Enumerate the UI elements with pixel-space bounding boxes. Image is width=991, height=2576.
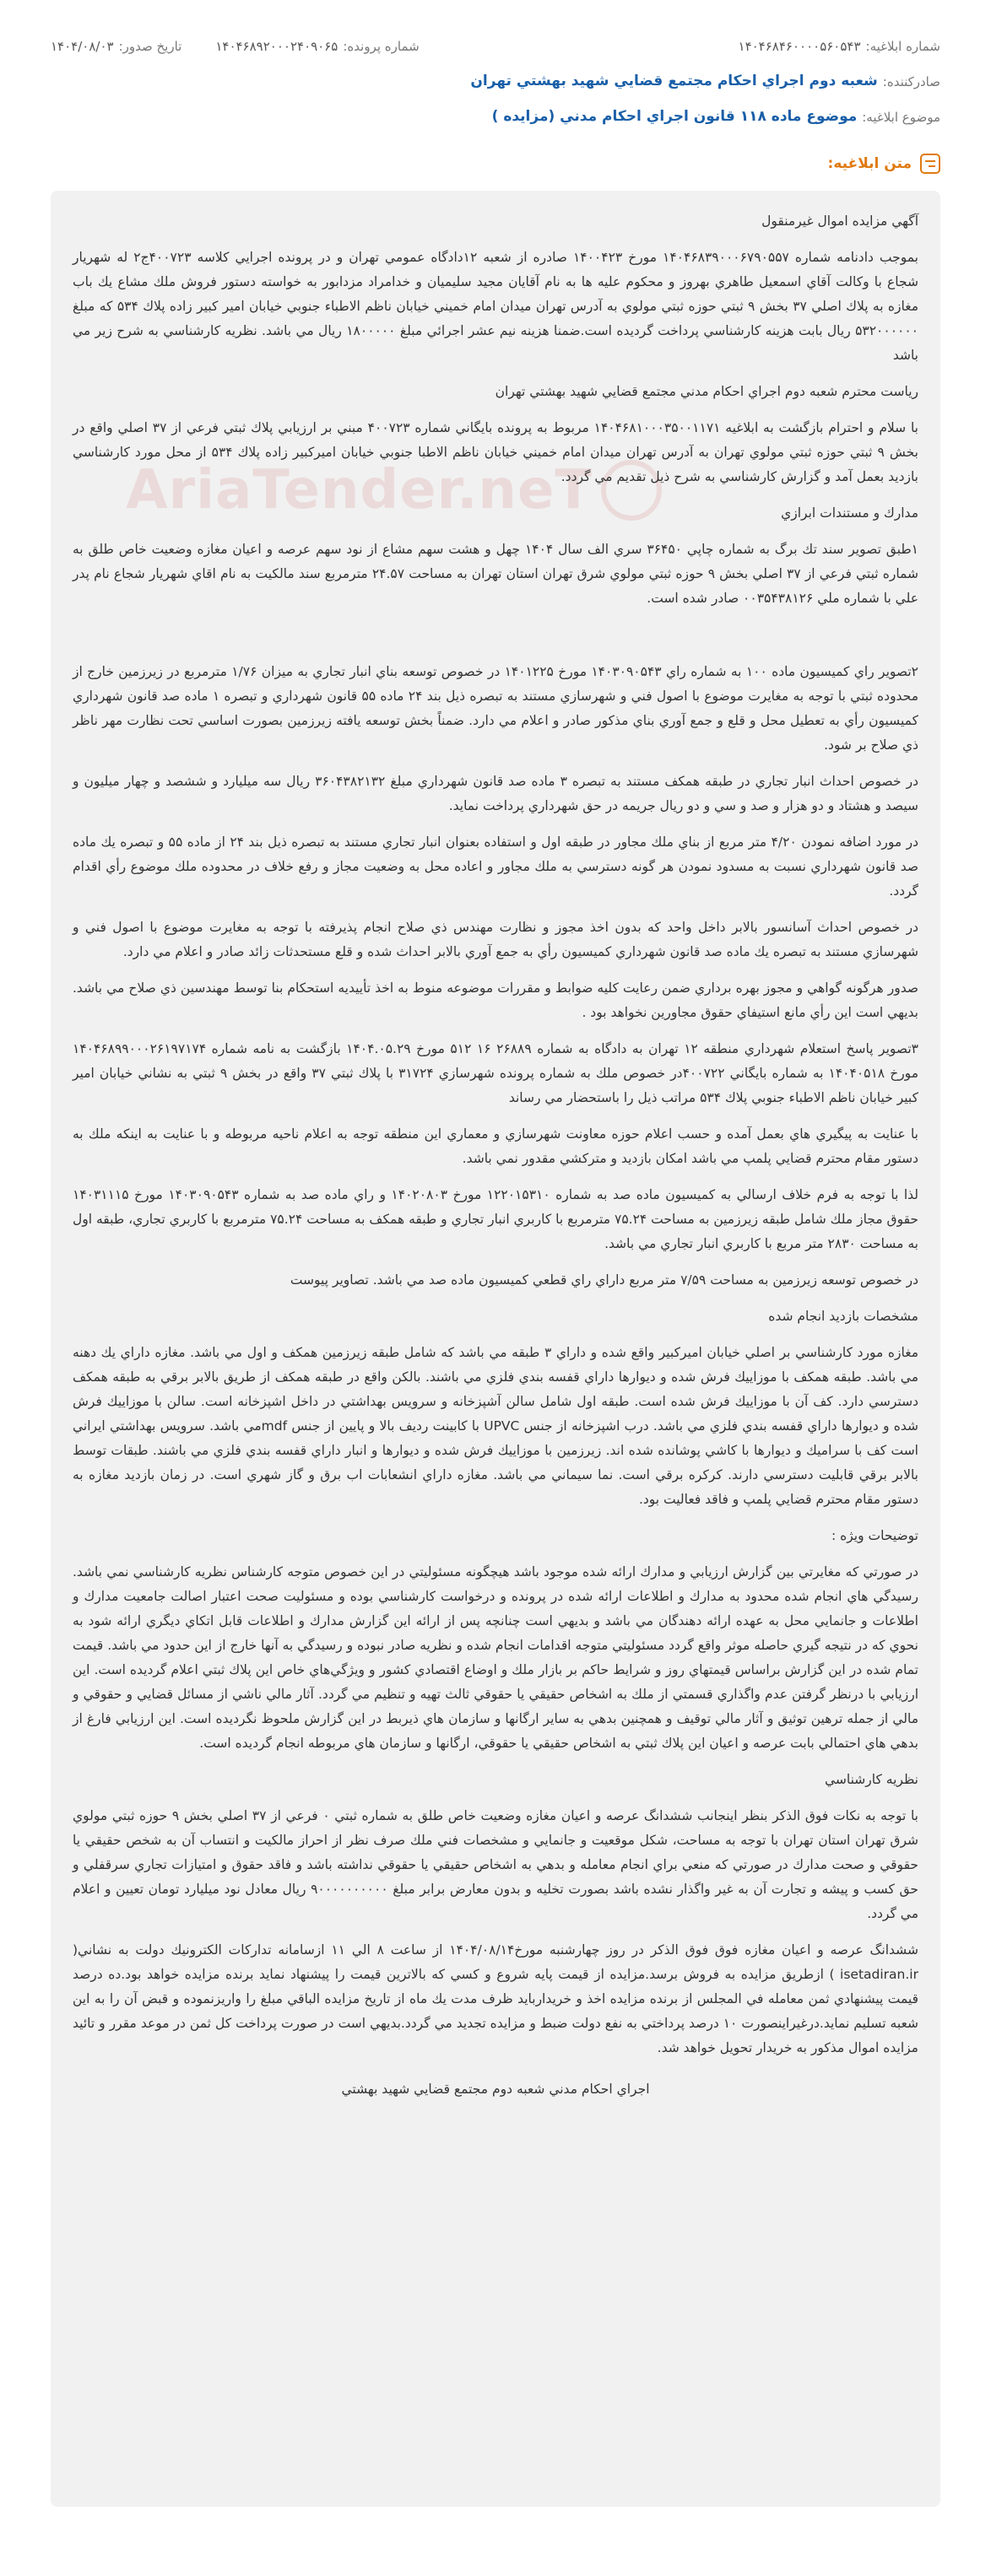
body-paragraph: مغازه مورد كارشناسي بر اصلي خيابان اميركبير واقع شده و داراي ۳ طبقه مي باشد كه شامل طبقه زيرزمين همكف و اول مي باشد. مغازه داراي يك دهنه مي باشد. طبقه همكف با موزاييك فرش شده و ديوارها داراي قفسه بندي فلزي مي باشند. بالكن واقع در طبقه همكف از طريق بالابر برقي به طبقه همكف دسترسي دارد. كف آن با موزاييك فرش شده است. طبقه اول شامل سالن آشپزخانه و سرويس بهداشتي در داخل اشپزخانه است. سالن با موزاييك فرش شده و ديوارها داراي قفسه بندي فلزي مي باشد. درب اشپزخانه از جنس UPVC با كابينت رديف بالا و پايين از جنس mdfمي باشد. سرويس بهداشتي ايراني است كف با سراميك و ديوارها با كاشي پوشانده شده اند. زيرزمين با موزاييك فرش شده و ديوارها و انبار داراي قفسه بندي فلزي مي باشند. طبقات توسط بالابر برقي قابليت دسترسي دارند. كركره برقي است. نما سيماني مي باشد. مغازه داراي انشعابات اب برق و گاز شهري است. در زمان بازديد مغازه به دستور مقام محترم قضايي پلمپ و فاقد فعاليت بود. bbox=[73, 1345, 918, 1507]
body-paragraph: لذا با توجه به فرم خلاف ارسالي به كميسيون ماده صد به شماره ۱۲۲۰۱۵۳۱۰ مورخ ۱۴۰۲۰۸۰۳ و راي ماده صد به شماره ۱۴۰۳۰۹۰۵۴۳ مورخ ۱۴۰۳۱۱۱۵ حقوق مجاز ملك شامل طبقه زيرزمين به مساحت ۷۵.۲۴ مترمربع با كاربري انبار تجاري و طبقه همكف به مساحت ۷۵.۲۴ مترمربع با كاربري تجاري، طبقه اول به مساحت ۲۸۳۰ متر مربع با كاربري انبار تجاري مي باشد. bbox=[73, 1187, 919, 1251]
body-paragraph: ۲تصوير راي كميسيون ماده ۱۰۰ به شماره راي ۱۴۰۳۰۹۰۵۴۳ مورخ ۱۴۰۱۲۲۵ در خصوص توسعه بناي انبار تجاري به ميزان ۱/۷۶ مترمربع در زيرزمين خارج از محدوده ثبتي با توجه به مغايرت موضوع با اصول فني و شهرسازي مستند به تبصره ذيل بند ۲۴ ماده ۵۵ قانون شهرداري و تبصره ۱ ماده صد قانون شهرداري كميسيون رأي به تعطيل محل و قلع و جمع آوري بناي مذكور صادر و اعلام مي دارد. ضمناً بخش توسعه يافته زيرزمين بصورت اساسي تحت نظارت مهر ناظر ذي صلاح بر شود. bbox=[73, 664, 918, 753]
issue-date bbox=[51, 39, 181, 54]
case-number bbox=[215, 39, 419, 54]
notice-text-heading bbox=[51, 154, 940, 174]
body-subheading: مشخصات بازديد انجام شده bbox=[768, 1309, 918, 1324]
body-paragraph: در خصوص احداث انبار تجاري در طبقه همكف مستند به تبصره ۳ ماده صد قانون شهرداري مبلغ ۳۶۰۴۳۸۲۱۳۲ ريال سه ميليارد و ششصد و چهار ميليون و سيصد و هشتاد و دو هزار و صد و سي و دو ريال جريمه در حق شهرداري پرداخت نمايد. bbox=[73, 774, 918, 813]
body-title: آگهي مزايده اموال غيرمنقول bbox=[761, 213, 918, 229]
notice-number-value: ۱۴۰۴۶۸۴۶۰۰۰۰۵۶۰۵۴۳ bbox=[738, 39, 861, 54]
body-paragraph: بموجب دادنامه شماره ۱۴۰۴۶۸۳۹۰۰۰۶۷۹۰۵۵۷ مورخ ۱۴۰۰۴۲۳ صادره از شعبه ۱۲دادگاه عمومي تهران و در پرونده اجرايي كلاسه ۴۰۰۷۲۳ج۲ له شهريار شجاع با وكالت آقاي اسمعيل طاهري بهروز و محكوم عليه ها به نام آقايان مجيد سليميان و خدامراد مزدابور به خواسته دستور فروش ملك مشاع يك باب مغازه به پلاك اصلي ۳۷ بخش ۹ ثبتي حوزه ثبتي مولوي به آدرس تهران ميدان امام خميني خيابان ناظم الاطباء جنوبي خيابان امير كبير زاده پلاك ۵۳۴ كه مبلغ ۵۳۲۰۰۰۰۰۰ ريال بابت هزينه كارشناسي پرداخت گرديده است.ضمنا هزينه نيم عشر اجرائي مبلغ ۱۸۰۰۰۰۰ ريال مي باشد. نظريه كارشناسي به شرح زير مي باشد bbox=[73, 250, 919, 363]
body-signature: اجراي احكام مدني شعبه دوم مجتمع قضايي شهيد بهشتي bbox=[341, 2082, 650, 2097]
case-number-label: شماره پرونده: bbox=[343, 39, 420, 54]
body-paragraph: رياست محترم شعبه دوم اجراي احكام مدني مجتمع قضايي شهيد بهشتي تهران bbox=[495, 384, 918, 399]
notice-header bbox=[0, 0, 991, 125]
issuer-value: شعبه دوم اجراي احكام مجتمع قضايي شهيد بهشتي تهران bbox=[470, 73, 878, 89]
body-paragraph: ششدانگ عرصه و اعيان مغازه فوق فوق الذكر در روز چهارشنبه مورخ۱۴۰۴/۰۸/۱۴ از ساعت ۸ الي ۱۱ ازسامانه تداركات الكترونيك دولت به نشاني( isetadiran.ir ) ازطريق مزايده به فروش برسد.مزايده از قيمت پايه شروع و كسي كه بالاترين قيمت را پيشنهاد نمايد برنده مزايده خواهد بود.ده درصد قيمت پيشنهادي ثمن معامله في المجلس از برنده مزايده اخذ و خريداربايد ظرف مدت يك ماه از تاريخ مزايده الباقي مبلغ را واريزنموده و قبض آن را به اين شعبه تسليم نمايد.درغيراينصورت ۱۰ درصد پرداختي به نفع دولت ضبط و مزايده تجديد مي گردد.بديهي است در صورت پرداخت كل ثمن در موعد مقرر و تائيد مزايده اموال مذكور به خريدار تحويل خواهد شد. bbox=[73, 1942, 919, 2055]
notice-number bbox=[739, 39, 940, 54]
issue-date-value: ۱۴۰۴/۰۸/۰۳ bbox=[51, 39, 114, 54]
body-paragraph: با عنايت به پيگيري هاي بعمل آمده و حسب اعلام حوزه معاونت شهرسازي و معماري اين منطقه توجه به اعلام ناحيه مربوطه و با عنايت به اينكه ملك به دستور مقام محترم قضايي پلمپ مي باشد امكان بازديد و متركشي مقدور نمي باشد. bbox=[73, 1126, 918, 1166]
body-paragraph: صدور هرگونه گواهي و مجوز بهره برداري ضمن رعايت كليه ضوابط و مقررات موضوعه منوط به اخذ تأييديه استحكام بنا توسط مهندسين ذي صلاح مي باشد. بديهي است اين رأي مانع استيفاي حقوق مجاورين نخواهد بود . bbox=[73, 980, 918, 1020]
body-paragraph: در خصوص توسعه زيرزمين به مساحت ۷/۵۹ متر مربع داراي راي قطعي كميسيون ماده صد مي باشد. تصاوير پيوست bbox=[290, 1272, 918, 1288]
subject-value: موضوع ماده ۱۱۸ قانون اجراي احكام مدني (مزايده ) bbox=[491, 108, 858, 125]
body-subheading: نظريه كارشناسي bbox=[824, 1772, 918, 1787]
issue-date-label: تاریخ صدور: bbox=[118, 39, 182, 54]
body-subheading: توضيحات ويژه : bbox=[831, 1528, 918, 1543]
body-subheading: مدارك و مستندات ابرازي bbox=[781, 505, 918, 521]
issuer-label: صادرکننده: bbox=[882, 74, 940, 89]
notice-body-panel bbox=[51, 191, 940, 2507]
body-paragraph: با سلام و احترام بازگشت به ابلاغيه ۱۴۰۴۶۸۱۰۰۰۳۵۰۰۱۱۷۱ مربوط به پرونده بايگاني شماره ۴۰۰۷۲۳ مبني بر ارزيابي پلاك ثبتي فرعي از ۳۷ اصلي واقع در بخش ۹ ثبتي حوزه ثبتي مولوي تهران به آدرس تهران ميدان امام خميني خيابان ناظم الاطبا جنوبي خيابان اميركبير زاده پلاك ۵۳۴ از محل مورد كارشناسي بازديد بعمل آمد و گزارش كارشناسي به شرح ذيل تقديم مي گردد. bbox=[73, 420, 918, 484]
body-paragraph: در صورتي كه مغايرتي بين گزارش ارزيابي و مدارك ارائه شده موجود باشد هيچگونه مسئوليتي در اين خصوص متوجه كارشناس نظريه كارشناسي نمي باشد. رسيدگي هاي انجام شده محدود به مدارك و اطلاعات ارائه شده در پرونده و درخواست كارشناسي بوده و مسئوليت صحت اعتبار اصالت جامعيت مدارك و اطلاعات و جانمايي محل به عهده ارائه دهندگان مي باشد و بديهي است چنانچه پس از ارائه اين گزارش مدارك و اطلاعات قابل اتكاي ديگري ارائه شود به نحوي كه در نتيجه گيري حاصله موثر واقع گردد مسئوليتي متوجه اقدامات انجام شده و نظريه صادر نبوده و رسيدگي به آنها خارج از اين حدود مي باشد. قيمت تمام شده در اين گزارش براساس قيمتهاي روز و شرايط حاكم بر بازار ملك و اوضاع اقتصادي كشور و ويژگي‌هاي خاص اين پلاك ثبتي اعلام گرديده است. اين ارزيابي با درنظر گرفتن عدم واگذاري قسمتي از ملك به اشخاص حقيقي يا حقوقي ثالث تهيه و تنظيم مي گردد. آثار مالي ناشي از مسائل قضايي و حقوقي و مالي از جمله ترهين توثيق و آثار مالي توقيف و همچنين بدهي به ساير ارگانها و سازمان هاي ذيربط در اين گزارش ملحوظ نگرديده است. اين ارزيابي فارغ از بدهي هاي احتمالي بابت عرصه و اعيان اين پلاك ثبتي به اشخاص حقيقي يا حقوقي، ارگانها و سازمان هاي مربوطه انجام گرديده است. bbox=[73, 1564, 918, 1751]
body-paragraph: ۳تصوير پاسخ استعلام شهرداري منطقه ۱۲ تهران به دادگاه به شماره ۲۶۸۸۹ ۱۶ ۵۱۲ مورخ ۱۴۰۴.۰۵.۲۹ بازگشت به نامه شماره ۱۴۰۴۶۸۹۹۰۰۰۲۶۱۹۷۱۷۴ مورخ ۱۴۰۴۰۵۱۸ به شماره بايگاني ۴۰۰۷۲۲در خصوص ملك به شماره پرونده شهرسازي ۳۱۷۲۴ با پلاك ثبتي ۳۷ واقع در بخش ۹ ثبتي به نشاني خيابان امير كبير خيابان ناظم الاطباء جنوبي پلاك ۵۳۴ مراتب ذيل را باستحضار مي رساند bbox=[73, 1041, 918, 1105]
header-meta-row bbox=[51, 39, 940, 54]
issuer-row bbox=[51, 73, 940, 89]
subject-row bbox=[51, 108, 940, 125]
document-text-icon bbox=[920, 154, 940, 174]
case-number-value: ۱۴۰۴۶۸۹۲۰۰۰۲۴۰۹۰۶۵ bbox=[215, 39, 338, 54]
body-paragraph: با توجه به نكات فوق الذكر بنظر اينجانب ششدانگ عرصه و اعيان مغازه وضعيت خاص طلق به شماره ثبتي ۰ فرعي از ۳۷ اصلي بخش ۹ حوزه ثبتي مولوي شرق تهران استان تهران با توجه به مساحت، شكل موقعيت و جانمايي و مشخصات فني ملك صرف نظر از احراز مالكيت و انتساب آن به شخص حقيقي يا حقوقي و صحت مدارك در صورتي كه منعي براي انجام معامله و بدهي به اشخاص حقيقي يا حقوقي نداشته باشد و فاقد حقوق و امتيازات تجاري سرقفلي و حق كسب و پيشه و تجارت آن به غير واگذار نشده باشد بصورت تخليه و بدون معارض برابر مبلغ ۹۰۰۰۰۰۰۰۰۰۰ ريال معادل نود ميليارد تومان تعيين و اعلام مي گردد. bbox=[73, 1808, 918, 1921]
subject-label: موضوع ابلاغیه: bbox=[862, 110, 940, 125]
header-meta-left bbox=[51, 39, 420, 54]
watermark-text: AriaTender.neT bbox=[126, 459, 593, 521]
body-paragraph: ۱طبق تصوير سند تك برگ به شماره چاپي ۳۶۴۵۰ سري الف سال ۱۴۰۴ چهل و هشت سهم مشاع از نود سهم عرصه و اعيان مغازه وضعيت خاص طلق به شماره ثبتي فرعي از ۳۷ اصلي بخش ۹ حوزه ثبتي مولوي شرق تهران استان تهران به مساحت ۲۴.۵۷ مترمربع سند مالكيت به نام اقاي شهريار شجاع نام پدر علي با شماره ملي ۰۰۳۵۴۳۸۱۲۶ صادر شده است. bbox=[73, 542, 919, 606]
body-paragraph: در خصوص احداث آسانسور بالابر داخل واحد كه بدون اخذ مجوز و نظارت مهندس ذي صلاح انجام پذيرفته با توجه به مغايرت موضوع با اصول فني و شهرسازي مستند به تبصره يك ماده صد قانون شهرداري كميسيون رأي به جمع آوري بالابر احداث شده و قلع مستحدثات زائد صادر و اعلام مي دارد. bbox=[73, 920, 918, 959]
body-paragraph: در مورد اضافه نمودن ۴/۲۰ متر مربع از بناي ملك مجاور در طبقه اول و استفاده بعنوان انبار تجاري مستند به تبصره ذيل بند ۲۴ از ماده ۵۵ و تبصره يك ماده صد قانون شهرداري نسبت به مسدود نمودن هر گونه دسترسي به ملك مجاور و اعاده محل به وضعيت مجاز و رفع خلاف در محدوده ملك موضوع رأي اقدام گردد. bbox=[73, 834, 918, 899]
notice-text-heading-label: متن ابلاغیه: bbox=[827, 155, 912, 172]
notice-number-label: شماره ابلاغیه: bbox=[865, 39, 940, 54]
